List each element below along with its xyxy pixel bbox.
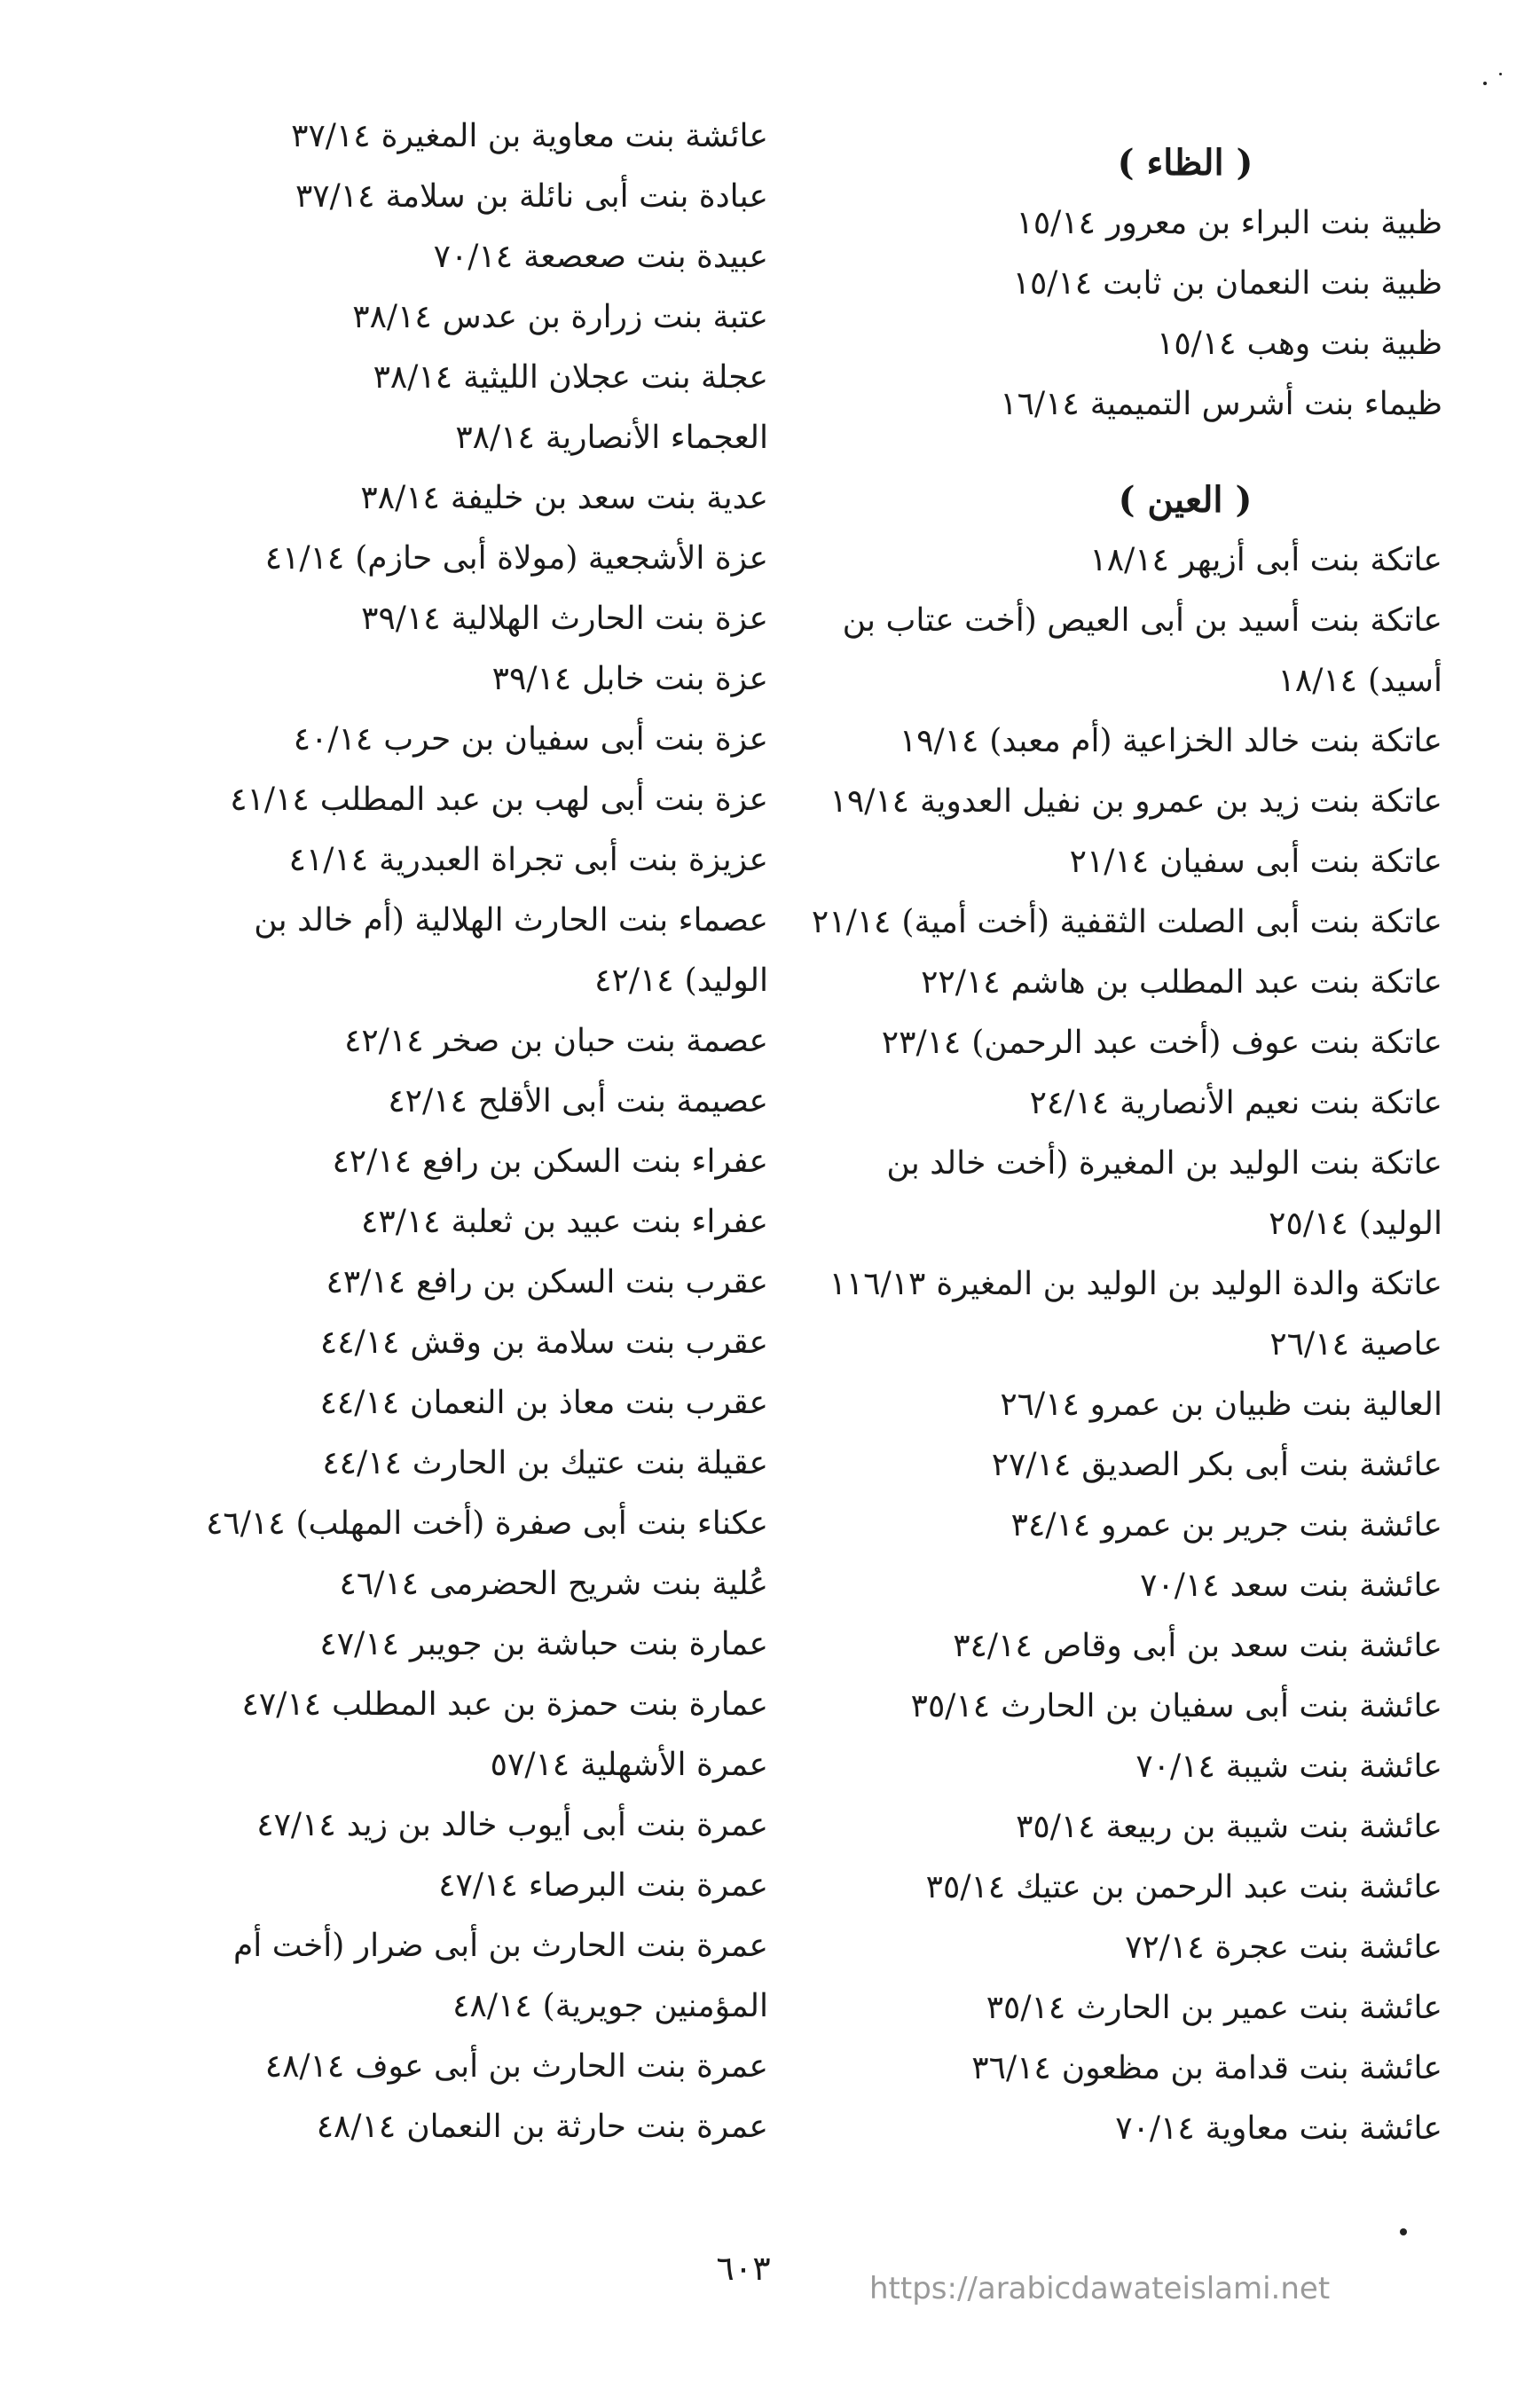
entry-name: عزة الأشجعية (مولاة أبى حازم) <box>355 540 768 577</box>
entry-reference: ٧٠/١٤ <box>1115 2110 1195 2147</box>
entry-name: عاتكة بنت أبى أزيهر <box>1179 542 1442 578</box>
index-entry <box>156 1675 768 1735</box>
index-entry <box>768 1013 1442 1073</box>
index-entry <box>156 348 768 408</box>
index-entry <box>768 1677 1442 1737</box>
index-entry <box>156 1192 768 1253</box>
index-entry <box>768 193 1442 254</box>
entry-reference: ٤٠/١٤ <box>293 721 373 758</box>
index-entry <box>768 1254 1442 1315</box>
entry-reference: ٤١/١٤ <box>230 782 310 818</box>
index-entry <box>156 589 768 649</box>
right-column <box>768 133 1442 2159</box>
index-entry <box>156 1072 768 1132</box>
watermark-url: https://arabicdawateislami.net <box>869 2271 1331 2306</box>
entry-reference: ٣٧/١٤ <box>295 178 375 215</box>
entry-name: عاتكة بنت خالد الخزاعية (أم معبد) <box>989 723 1442 759</box>
index-entry <box>156 1011 768 1072</box>
entry-name: عفراء بنت عبيد بن ثعلبة <box>451 1204 768 1240</box>
entry-reference: ٤٧/١٤ <box>319 1626 399 1662</box>
entry-reference: ٣٥/١٤ <box>986 1990 1066 2026</box>
index-entry <box>156 710 768 770</box>
entry-name: عاتكة بنت زيد بن عمرو بن نفيل العدوية <box>920 783 1442 820</box>
index-entry <box>156 227 768 287</box>
entry-reference: ٧٠/١٤ <box>1135 1748 1215 1785</box>
entry-reference: ١٨/١٤ <box>1089 542 1169 578</box>
entry-name: عمرة بنت أبى أيوب خالد بن زيد <box>346 1807 768 1843</box>
index-entry <box>768 1616 1442 1677</box>
index-entry <box>156 1494 768 1554</box>
index-entry <box>768 1073 1442 1134</box>
entry-name: عائشة بنت سعد بن أبى وقاص <box>1042 1628 1442 1664</box>
section-gap <box>768 435 1442 470</box>
entry-name: عائشة بنت عبد الرحمن بن عتيك <box>1016 1869 1442 1905</box>
index-entry <box>156 2037 768 2097</box>
entry-reference: ٢٣/١٤ <box>881 1025 962 1061</box>
index-entry <box>768 1375 1442 1435</box>
index-entry <box>156 1434 768 1494</box>
index-entry <box>156 468 768 529</box>
page-mark <box>1400 2228 1407 2235</box>
entry-name: عزة بنت أبى لهب بن عبد المطلب <box>319 782 768 818</box>
index-entry <box>768 254 1442 314</box>
index-entry <box>768 1134 1442 1254</box>
entry-name: عاتكة بنت نعيم الأنصارية <box>1120 1085 1442 1121</box>
index-entry <box>768 1496 1442 1556</box>
index-entry <box>156 1132 768 1192</box>
entry-reference: ٢١/١٤ <box>1069 844 1150 880</box>
entry-reference: ١٥/١٤ <box>1012 265 1093 302</box>
index-entry <box>156 649 768 710</box>
entry-name: عاتكة بنت عبد المطلب بن هاشم <box>1010 964 1442 1001</box>
section-heading: ( الظاء ) <box>1117 142 1253 184</box>
entry-reference: ١٩/١٤ <box>899 723 979 759</box>
entry-reference: ٢٦/١٤ <box>1000 1387 1080 1423</box>
entry-reference: ٤٢/١٤ <box>332 1143 412 1180</box>
entry-name: ظبية بنت النعمان بن ثابت <box>1103 265 1442 302</box>
index-entry <box>156 891 768 1011</box>
entry-reference: ٤٧/١٤ <box>256 1807 336 1843</box>
entry-name: عائشة بنت قدامة بن مظعون <box>1061 2050 1442 2086</box>
entry-reference: ٣٨/١٤ <box>360 480 440 516</box>
entry-name: عفراء بنت السكن بن رافع <box>421 1143 768 1180</box>
entry-reference: ٣٩/١٤ <box>361 601 441 637</box>
entry-name: عزة بنت أبى سفيان بن حرب <box>383 721 768 758</box>
entry-name: عائشة بنت شيبة بن ربيعة <box>1105 1809 1442 1845</box>
entry-name: عمرة بنت حارثة بن النعمان <box>406 2109 768 2145</box>
index-entry <box>768 892 1442 953</box>
entry-name: عاتكة بنت أبى سفيان <box>1159 844 1442 880</box>
entry-reference: ٢٥/١٤ <box>1269 1206 1348 1242</box>
index-entry <box>768 1556 1442 1616</box>
entry-name: عاتكة بنت الوليد بن المغيرة (أخت خالد بن الوليد) <box>886 1145 1442 1242</box>
entry-reference: ٤٣/١٤ <box>361 1204 441 1240</box>
entry-name: عبيدة بنت صعصعة <box>523 239 768 275</box>
entry-name: عائشة بنت شيبة <box>1225 1748 1442 1785</box>
scan-speck <box>1483 82 1487 85</box>
left-column <box>156 106 768 2157</box>
entry-name: عصماء بنت الحارث الهلالية (أم خالد بن الوليد) <box>254 902 768 999</box>
entry-reference: ٤١/١٤ <box>288 842 369 878</box>
entry-reference: ٣٤/١٤ <box>1010 1507 1091 1544</box>
entry-name: عمارة بنت حباشة بن جويبر <box>409 1626 768 1662</box>
entry-reference: ١٥/١٤ <box>1016 205 1096 241</box>
entry-name: عزيزة بنت أبى تجراة العبدرية <box>379 842 768 878</box>
index-entry <box>768 711 1442 772</box>
entry-reference: ٢٦/١٤ <box>1269 1326 1349 1363</box>
entry-name: عقيلة بنت عتيك بن الحارث <box>412 1445 768 1481</box>
section-heading: ( العين ) <box>1118 479 1253 521</box>
entry-reference: ٤٦/١٤ <box>206 1505 286 1542</box>
index-entry <box>156 1253 768 1313</box>
index-entry <box>156 830 768 891</box>
entry-name: عمرة بنت الحارث بن أبى عوف <box>355 2048 768 2085</box>
index-entry <box>156 1735 768 1795</box>
entry-name: عقرب بنت السكن بن رافع <box>415 1264 768 1300</box>
index-entry <box>156 106 768 167</box>
index-entry <box>768 1737 1442 1797</box>
entry-name: العالية بنت ظبيان بن عمرو <box>1089 1387 1442 1423</box>
entry-name: عائشة بنت عمير بن الحارث <box>1076 1990 1442 2026</box>
entry-reference: ٤٢/١٤ <box>594 962 674 999</box>
entry-reference: ٣٨/١٤ <box>352 299 432 335</box>
entry-reference: ٧٢/١٤ <box>1125 1929 1205 1966</box>
index-entry <box>768 2039 1442 2099</box>
entry-name: عائشة بنت معاوية <box>1205 2110 1442 2147</box>
entry-name: عتبة بنت زرارة بن عدس <box>442 299 768 335</box>
entry-reference: ١٦/١٤ <box>1000 386 1080 422</box>
index-entry <box>768 530 1442 591</box>
index-entry <box>156 1856 768 1916</box>
entry-reference: ٤٤/١٤ <box>319 1324 400 1361</box>
entry-name: عاتكة بنت عوف (أخت عبد الرحمن) <box>971 1025 1442 1061</box>
index-entry <box>768 374 1442 435</box>
index-entry <box>768 1797 1442 1858</box>
entry-reference: ٣٨/١٤ <box>373 359 453 396</box>
index-entry <box>768 1435 1442 1496</box>
entry-reference: ٣٤/١٤ <box>953 1628 1033 1664</box>
entry-reference: ٤٨/١٤ <box>316 2109 397 2145</box>
entry-name: عاتكة والدة الوليد بن الوليد بن المغيرة <box>936 1266 1442 1302</box>
entry-reference: ٤٦/١٤ <box>339 1566 419 1602</box>
entry-reference: ٤٢/١٤ <box>344 1023 424 1059</box>
entry-name: عمرة بنت البرصاء <box>528 1867 768 1904</box>
entry-reference: ٣٨/١٤ <box>455 420 535 456</box>
entry-reference: ٢٢/١٤ <box>921 964 1001 1001</box>
entry-name: عزة بنت خابل <box>582 661 768 697</box>
index-entry <box>156 1916 768 2037</box>
entry-reference: ٢٤/١٤ <box>1029 1085 1110 1121</box>
entry-name: عائشة بنت سعد <box>1230 1567 1442 1604</box>
index-entry <box>768 953 1442 1013</box>
entry-reference: ٣٧/١٤ <box>291 118 371 154</box>
entry-reference: ١٩/١٤ <box>829 783 910 820</box>
index-entry <box>768 1315 1442 1375</box>
entry-reference: ٧٠/١٤ <box>433 239 514 275</box>
entry-name: عائشة بنت أبى بكر الصديق <box>1081 1447 1442 1483</box>
index-entry <box>156 167 768 227</box>
entry-name: عمرة الأشهلية <box>580 1747 768 1783</box>
index-entry <box>768 591 1442 711</box>
index-entry <box>156 1554 768 1614</box>
entry-name: عصيمة بنت أبى الأقلح <box>477 1083 768 1120</box>
entry-name: عائشة بنت عجرة <box>1214 1929 1442 1966</box>
entry-reference: ٧٠/١٤ <box>1140 1567 1220 1604</box>
entry-name: عجلة بنت عجلان الليثية <box>463 359 768 396</box>
index-entry <box>768 772 1442 832</box>
entry-name: عمارة بنت حمزة بن عبد المطلب <box>332 1686 768 1723</box>
entry-name: ظيماء بنت أشرس التميمية <box>1089 386 1442 422</box>
entry-name: عقرب بنت سلامة بن وقش <box>410 1324 768 1361</box>
index-entry <box>156 287 768 348</box>
index-entry <box>156 529 768 589</box>
index-entry <box>768 1858 1442 1918</box>
entry-name: عائشة بنت معاوية بن المغيرة <box>381 118 768 154</box>
page-number: ٦٠٣ <box>716 2249 771 2288</box>
entry-reference: ٥٧/١٤ <box>490 1747 570 1783</box>
entry-reference: ٤١/١٤ <box>264 540 345 577</box>
entry-name: ظبية بنت وهب <box>1246 326 1442 362</box>
entry-name: عاتكة بنت أبى الصلت الثقفية (أخت أمية) <box>901 904 1442 940</box>
entry-reference: ٤٤/١٤ <box>319 1385 400 1421</box>
entry-reference: ٤٨/١٤ <box>452 1988 532 2024</box>
entry-name: العجماء الأنصارية <box>545 420 768 456</box>
index-entry <box>156 1373 768 1434</box>
entry-name: عكناء بنت أبى صفرة (أخت المهلب) <box>295 1505 768 1542</box>
entry-name: عدية بنت سعد بن خليفة <box>450 480 768 516</box>
entry-name: ظبية بنت البراء بن معرور <box>1105 205 1442 241</box>
entry-reference: ١٨/١٤ <box>1277 663 1358 699</box>
index-entry <box>768 314 1442 374</box>
entry-name: عاتكة بنت أسيد بن أبى العيص (أخت عتاب بن أسيد) <box>842 602 1442 699</box>
entry-reference: ٣٥/١٤ <box>910 1688 991 1724</box>
entry-reference: ٣٩/١٤ <box>491 661 572 697</box>
entry-name: عمرة بنت الحارث بن أبى ضرار (أخت أم المؤمنين جويرية) <box>232 1928 768 2024</box>
index-entry <box>156 2097 768 2157</box>
index-entry <box>768 1918 1442 1978</box>
entry-name: عائشة بنت أبى سفيان بن الحارث <box>1001 1688 1442 1724</box>
index-entry <box>768 2099 1442 2159</box>
entry-name: عبادة بنت أبى نائلة بن سلامة <box>385 178 768 215</box>
entry-name: عزة بنت الحارث الهلالية <box>451 601 768 637</box>
entry-reference: ١١٦/١٣ <box>829 1266 926 1302</box>
entry-reference: ٣٦/١٤ <box>971 2050 1051 2086</box>
index-entry <box>156 1313 768 1373</box>
scan-speck <box>1499 73 1502 75</box>
entry-reference: ٢٧/١٤ <box>991 1447 1072 1483</box>
entry-name: عصمة بنت حبان بن صخر <box>434 1023 768 1059</box>
index-entry <box>156 1614 768 1675</box>
entry-reference: ٣٥/١٤ <box>1016 1809 1096 1845</box>
entry-reference: ٤٧/١٤ <box>438 1867 518 1904</box>
entry-reference: ٤٨/١٤ <box>264 2048 345 2085</box>
entry-reference: ٣٥/١٤ <box>925 1869 1006 1905</box>
entry-name: عاصية <box>1359 1326 1442 1363</box>
entry-reference: ١٥/١٤ <box>1156 326 1237 362</box>
index-entry <box>768 832 1442 892</box>
entry-reference: ٤٢/١٤ <box>388 1083 468 1120</box>
entry-name: عقرب بنت معاذ بن النعمان <box>410 1385 768 1421</box>
index-entry <box>156 408 768 468</box>
entry-reference: ٢١/١٤ <box>811 904 892 940</box>
index-entry <box>156 1795 768 1856</box>
entry-reference: ٤٧/١٤ <box>241 1686 321 1723</box>
entry-name: عائشة بنت جرير بن عمرو <box>1101 1507 1442 1544</box>
entry-reference: ٤٤/١٤ <box>322 1445 402 1481</box>
index-entry <box>156 770 768 830</box>
index-entry <box>768 1978 1442 2039</box>
entry-name: عُلية بنت شريح الحضرمى <box>429 1566 768 1602</box>
entry-reference: ٤٣/١٤ <box>326 1264 405 1300</box>
